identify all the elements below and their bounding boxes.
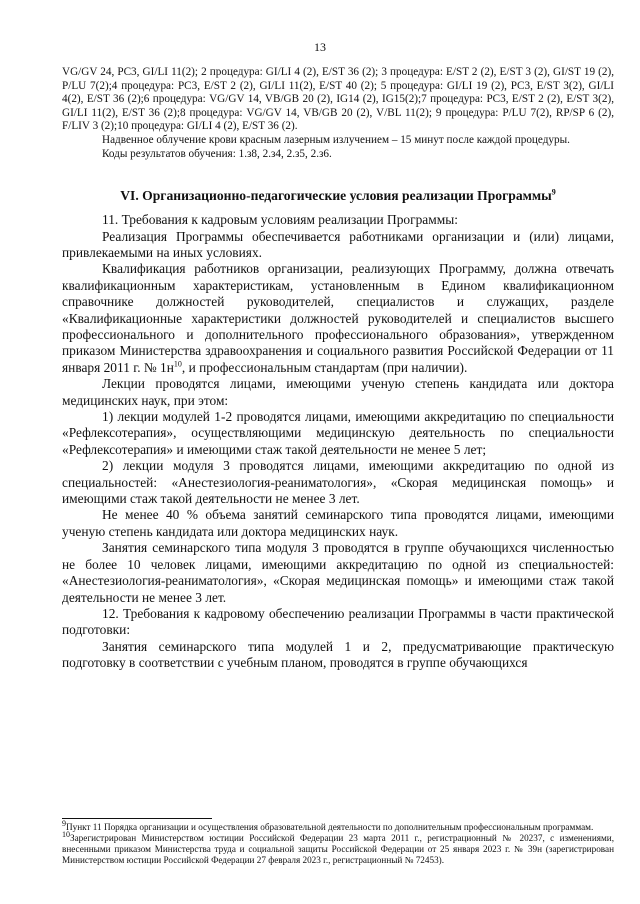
footnote-9-mark: 9	[62, 818, 66, 828]
footnote-ref-10: 10	[173, 359, 182, 369]
paragraph-11: 11. Требования к кадровым условиям реализации Программы:	[102, 212, 458, 228]
footnote-separator	[62, 818, 212, 819]
footnote-9-text: Пункт 11 Порядка организации и осуществления образовательной деятельности по дополнительным профессиональным программам.	[66, 822, 594, 832]
footnote-10-text: Зарегистрирован Министерством юстиции Российской Федерации 23 марта 2011 г., регистрационный № 20237, с изменениями, внесенными приказом Министерства труда и социальной защиты Российской Федерации от 25 января 2023 г. № 39н (зарегистрирован Министерством юстиции Российской Федерации 27 февраля 2023 г., регистрационный № 72453).	[62, 833, 614, 865]
footnote-ref-9: 9	[551, 187, 556, 197]
paragraph-qualification	[62, 261, 614, 376]
footnote-10	[62, 829, 614, 866]
qualification-text: Квалификация работников организации, реализующих Программу, должна отвечать квалификационным характеристикам, установленным в Едином квалификационном справочнике должностей руководителей, специалистов и служащих, разделе «Квалификационные характеристики должностей руководителей и специалистов высшего профессионального и дополнительного профессионального образования», утвержденном приказом Министерства здравоохранения и социального развития Российской Федерации от 11 января 2011 г. № 1н	[62, 261, 614, 375]
codes-paragraph: Коды результатов обучения: 1.з8, 2.з4, 2.з5, 2.з6.	[102, 147, 332, 160]
qualification-text-end: , и профессиональным стандартам (при наличии).	[181, 359, 468, 375]
paragraph-seminar-module-3: Занятия семинарского типа модуля 3 проводятся в группе обучающихся численностью не более 10 человек лицами, имеющими аккредитацию по одной из специальностей: «Анестезиология-реаниматология», «Скорая медицинская помощь» и имеющими стаж такой деятельности не менее 3 лет.	[62, 540, 614, 605]
footnote-9	[62, 818, 614, 833]
page-number: 13	[314, 40, 326, 54]
paragraph-lectures-2: 2) лекции модуля 3 проводятся лицами, имеющими аккредитацию по одной из специальностей: «Анестезиология-реаниматология», «Скорая медицинская помощь» и имеющими стаж такой деятельности не менее 3 лет.	[62, 458, 614, 507]
paragraph-12: 12. Требования к кадровому обеспечению реализации Программы в части практической подготовки:	[62, 605, 614, 638]
page-content	[62, 66, 614, 672]
paragraph-implementation: Реализация Программы обеспечивается работниками организации и (или) лицами, привлекаемыми на иных условиях.	[62, 228, 614, 260]
laser-paragraph: Надвенное облучение крови красным лазерным излучением – 15 минут после каждой процедуры.	[102, 133, 570, 146]
paragraph-lectures: Лекции проводятся лицами, имеющими ученую степень кандидата или доктора медицинских наук, при этом:	[62, 376, 614, 408]
procedure-list-paragraph: VG/GV 24, PC3, GI/LI 11(2); 2 процедура: GI/LI 4 (2), E/ST 36 (2); 3 процедура: E/ST 2 (2), E/ST 3 (2), GI/ST 19 (2), P/LU 7(2);4 процедура: PC3, E/ST 2 (2), GI/LI 11(2), E/ST 40 (2); 5 процедура: GI/LI 19 (2), PC3, E/ST 3(2), GI/LI 4(2), E/ST 36 (2);6 процедура: VG/GV 14, VB/GB 20 (2), IG14 (2), IG15(2);7 процедура: PC3, E/ST 2 (2), E/ST 3(2), GI/LI 11(2), E/ST 36 (2);8 процедура: VG/GV 14, VB/GB 20 (2), V/BL 11(2); 9 процедура: P/LU 7(2), RP/SP 6 (2), F/LIV 3 (2);10 процедура: GI/LI 4 (2), E/ST 36 (2).	[62, 66, 614, 133]
section-heading-text: VI. Организационно-педагогические условия реализации Программы	[120, 188, 552, 204]
footnotes	[62, 818, 614, 866]
paragraph-seminar-modules-1-2: Занятия семинарского типа модулей 1 и 2, предусматривающие практическую подготовку в соответствии с учебным планом, проводятся в группе обучающихся	[62, 638, 614, 671]
section-heading	[62, 187, 614, 204]
paragraph-lectures-1: 1) лекции модулей 1-2 проводятся лицами, имеющими аккредитацию по специальности «Рефлексотерапия», осуществляющими медицинскую деятельность по специальности «Рефлексотерапия» и имеющими стаж такой деятельности не менее 5 лет;	[62, 409, 614, 457]
paragraph-40-percent: Не менее 40 % объема занятий семинарского типа проводятся лицами, имеющими ученую степень кандидата или доктора медицинских наук.	[62, 507, 614, 539]
footnote-10-mark: 10	[62, 829, 70, 839]
